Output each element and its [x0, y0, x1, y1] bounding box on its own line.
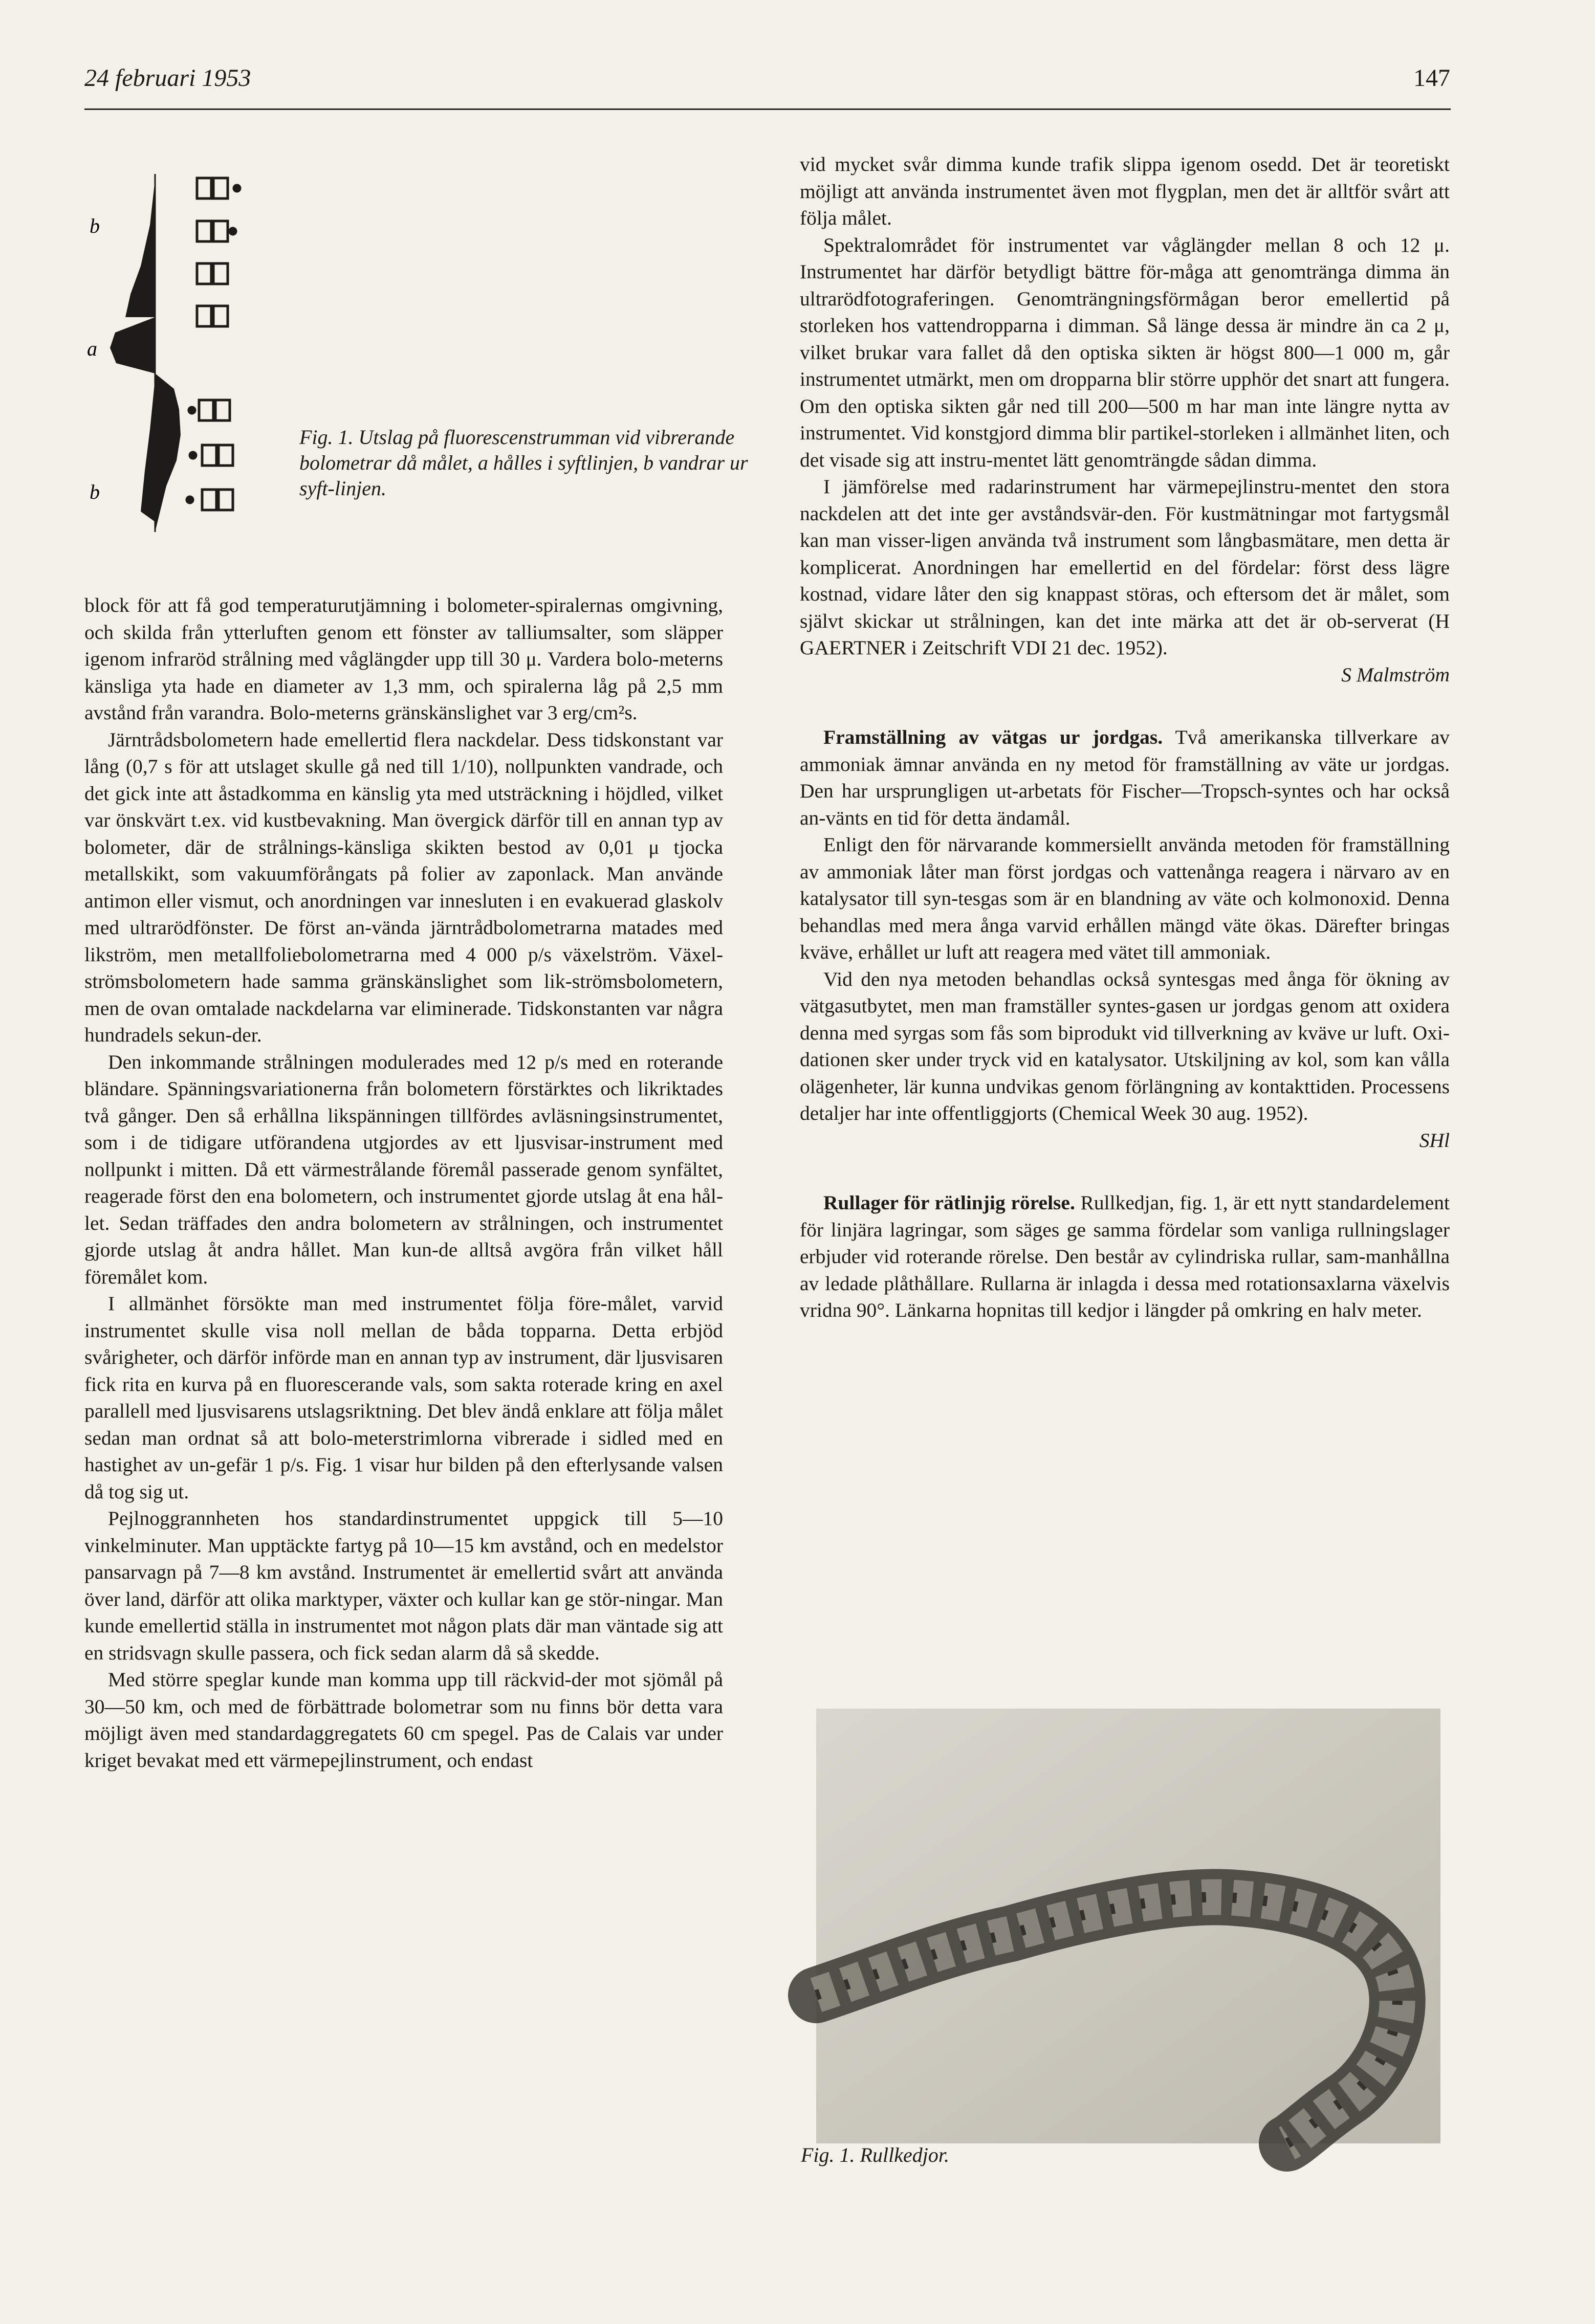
- fig-label-a: a: [87, 337, 97, 360]
- photo-caption: Fig. 1. Rullkedjor.: [801, 2143, 949, 2166]
- header-rule: [84, 108, 1451, 110]
- right-column: [800, 151, 1450, 1324]
- roller-chain-photo: [816, 1709, 1440, 2143]
- signature: S Malmström: [1341, 663, 1450, 686]
- figure-caption-left: Fig. 1. Utslag på fluorescenstrumman vid vibrerande bolometrar då målet, a hålles i syftlinjen, b vandrar ur syft-linjen.: [299, 426, 748, 500]
- page-number: 147: [1413, 64, 1450, 92]
- article-heading: Framställning av vätgas ur jordgas.: [823, 726, 1163, 748]
- paragraph: block för att få god temperaturutjämning i bolometer-spiralernas omgivning, och skilda från ytterluften genom ett fönster av talliumsalter, som släpper igenom infraröd strålning med våglängder upp till 30 μ. Vardera bolo-meterns känsliga yta hade en diameter av 1,3 mm, och spiralerna låg på 2,5 mm avstånd från varandra. Bolo-meterns gränskänslighet var 3 erg/cm²s.: [84, 594, 723, 724]
- article-heading: Rullager för rätlinjig rörelse.: [823, 1191, 1075, 1214]
- header-date: 24 februari 1953: [84, 64, 251, 92]
- paragraph: Med större speglar kunde man komma upp till räckvid-der mot sjömål på 30—50 km, och med de förbättrade bolometrar som nu finns bör detta vara möjligt även med standardaggregatets 60 cm spegel. Pas de Calais var under kriget bevakat med ett värmepejlinstrument, och endast: [84, 1668, 723, 1772]
- paragraph: Spektralområdet för instrumentet var våglängder mellan 8 och 12 μ. Instrumentet har därför betydligt bättre för-måga att genomtränga dimma än ultrarödfotograferingen. Genomträngningsförmågan beror emellertid på storleken hos vattendropparna i dimman. Så länge dessa är mindre än ca 2 μ, vilket brukar vara fallet då den optiska sikten är högst 800—1 000 m, går instrumentet utmärkt, men om dropparna blir större upphör det snart att fungera. Om den optiska sikten går ned till 200—500 m har man inte längre nytta av instrumentet. Vid konstgjord dimma blir partikel-storleken i allmänhet liten, och det visade sig att instru-mentet lätt genomträngde sådan dimma.: [800, 233, 1450, 471]
- trace-spike-pattern: [110, 174, 181, 532]
- fig-label-b-bottom: b: [90, 480, 100, 503]
- fluorescence-trace-figure: [87, 164, 264, 542]
- paragraph: Den inkommande strålningen modulerades med 12 p/s med en roterande bländare. Spänningsvariationerna från bolometern förstärktes och likriktades två gånger. Den så erhållna likspänningen tillfördes avläsningsinstrumentet, som i de tidigare utförandena utgjordes av ett ljusvisar-instrument med nollpunkt i mitten. Då ett värmestrålande föremål passerade genom synfältet, reagerade först den ena bolometern, och instrumentet gjorde utslag åt ena hål-let. Sedan träffades den andra bolometern av strålningen, och instrumentet gjorde utslag åt andra hållet. Man kun-de alltså avgöra från vilket håll föremålet kom.: [84, 1050, 723, 1288]
- paragraph: Järntrådsbolometern hade emellertid flera nackdelar. Dess tidskonstant var lång (0,7 s för att utslaget skulle gå ned till 1/10), nollpunkten vandrade, och det gick inte att åstadkomma en känslig yta med utsträckning i höjdled, vilket var önskvärt t.ex. vid kustbevakning. Man övergick därför till en annan typ av bolometer, där de strålnings-känsliga skikten bestod av 0,01 μ tjocka metallskikt, som vakuumförångats på folier av zaponlack. Man använde antimon eller vismut, och anordningen var innesluten i en evakuerad glaskolv med ultrarödfönster. De först an-vända järntrådbolometrarna matades med likström, men metallfoliebolometrarna med 4 000 p/s växelström. Växel-strömsbolometern hade samma gränskänslighet som lik-strömsbolometern, men de ovan omtalade nackdelarna var eliminerade. Tidskonstanten var några hundradels sekun-der.: [84, 728, 723, 1046]
- paragraph: Pejlnoggrannheten hos standardinstrumentet uppgick till 5—10 vinkelminuter. Man upptäckte fartyg på 10—15 km avstånd, och en medelstor pansarvagn på 7—8 km avstånd. Instrumentet är emellertid svårt att använda över land, därför att olika marktyper, växter och kullar kan ge stör-ningar. Man kunde emellertid ställa in instrumentet mot någon plats där man väntade sig att en stridsvagn skulle passera, och fick sedan alarm då så skedde.: [84, 1507, 723, 1664]
- paragraph: Vid den nya metoden behandlas också syntesgas med ånga för ökning av vätgasutbytet, men man framställer syntes-gasen ur jordgas genom att oxidera denna med syrgas som fås som biprodukt vid tillverkning av kväve ur luft. Oxi-dationen sker under tryck vid en katalysator. Utskiljning av kol, som kan vålla olägenheter, lär kunna undvikas genom förlängning av kontakttiden. Processens detaljer har inte offentliggjorts (Chemical Week 30 aug. 1952).: [800, 967, 1450, 1124]
- left-column: [84, 592, 723, 1774]
- paragraph: I allmänhet försökte man med instrumentet följa före-målet, varvid instrumentet skulle visa noll mellan de båda topparna. Detta erbjöd svårigheter, och därför införde man en annan typ av instrument, där ljusvisaren fick rita en kurva på en fluorescerande vals, som sakta roterade kring en axel parallell med ljusvisarens utslagsriktning. Det blev ändå enklare att följa målet sedan man ordnat så att bolo-meterstrimlorna vibrerade i sidled med en hastighet av un-gefär 1 p/s. Fig. 1 visar hur bilden på den efterlysande valsen då tog sig ut.: [84, 1292, 723, 1503]
- bolometer-symbols: [187, 178, 240, 510]
- signature: SHl: [1419, 1128, 1450, 1152]
- fig-label-b-top: b: [90, 214, 100, 237]
- paragraph: I jämförelse med radarinstrument har värmepejlinstru-mentet den stora nackdelen att det inte ger avståndsvär-den. För kustmätningar mot fartygsmål kan man visser-ligen använda två instrument som långbasmätare, men detta är komplicerat. Anordningen har emellertid en del fördelar: först dess lägre kostnad, vidare låter den sig knappast störas, och eftersom det är målet, som självt skickar ut strålningen, kan det inte märka att det är ob-serverat (H GAERTNER i Zeitschrift VDI 21 dec. 1952).: [800, 475, 1450, 659]
- paragraph: Enligt den för närvarande kommersiellt använda metoden för framställning av ammoniak låter man först jordgas och vattenånga reagera i närvaro av en katalysator till syn-tesgas som är en blandning av väte och kolmonoxid. Denna behandlas med mera ånga varvid erhållen mängd väte ökas. Därefter bringas kväve, erhållet ur luft att reagera med vätet till ammoniak.: [800, 833, 1450, 963]
- article-intro: Två amerikanska tillverkare av ammoniak ämnar använda en ny metod för framställning av väte ur jordgas. Den har ursprungligen ut-arbetats för Fischer—Tropsch-syntes och har också an-vänts en tid för detta ändamål.: [800, 726, 1450, 829]
- article-intro: Rullkedjan, fig. 1, är ett nytt standardelement för linjära lagringar, som säges ge samma fördelar som vanliga rullningslager erbjuder vid roterande rörelse. Den består av cylindriska rullar, sam-manhållna av ledade plåthållare. Rullarna är inlagda i dessa med rotationsaxlarna växelvis vridna 90°. Länkarna hopnitas till kedjor i längder på omkring en halv meter.: [800, 1191, 1450, 1321]
- paragraph: vid mycket svår dimma kunde trafik slippa igenom osedd. Det är teoretiskt möjligt att använda instrumentet även mot flygplan, men det är alltför svårt att följa målet.: [800, 153, 1450, 229]
